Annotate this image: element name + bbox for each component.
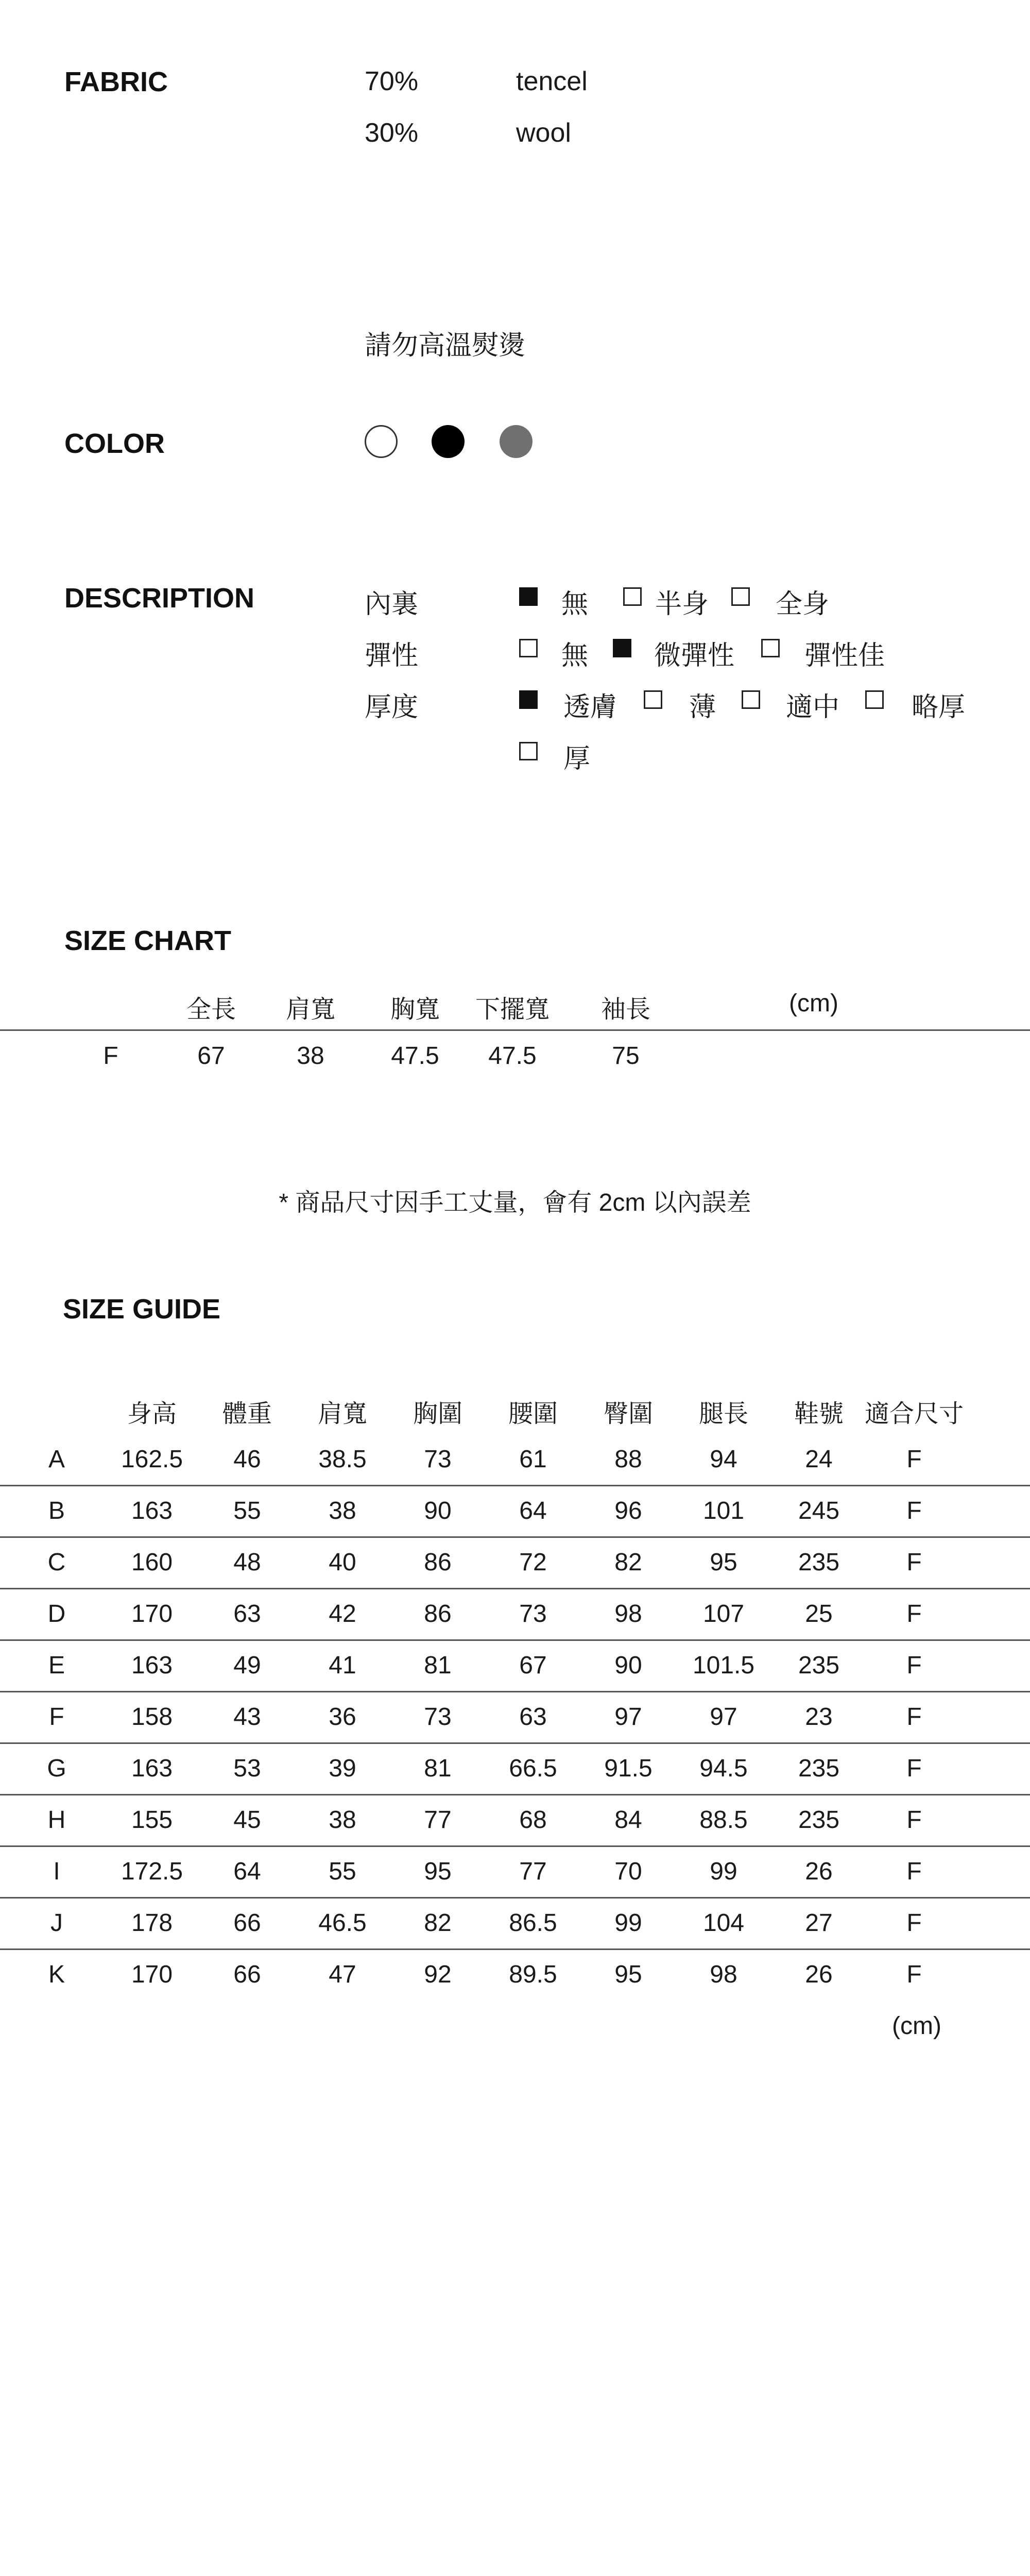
description-option: 薄 — [689, 692, 716, 722]
description-option: 適中 — [786, 692, 840, 722]
size-guide-cell: 101.5 — [692, 1652, 755, 1679]
size-guide-cell: 89.5 — [509, 1961, 557, 1988]
size-guide-cell: 23 — [805, 1703, 833, 1731]
divider — [0, 1948, 1030, 1950]
size-guide-cell: F — [906, 1549, 922, 1576]
description-option: 略厚 — [912, 692, 966, 722]
size-chart-cell: 67 — [197, 1042, 225, 1070]
size-guide-cell: 86 — [424, 1600, 452, 1628]
size-guide-cell: 81 — [424, 1755, 452, 1782]
size-guide-cell: 63 — [233, 1600, 261, 1628]
size-guide-cell: 26 — [805, 1858, 833, 1885]
size-guide-cell: 77 — [519, 1858, 547, 1885]
size-guide-cell: 55 — [233, 1497, 261, 1524]
size-chart-size: F — [103, 1042, 118, 1070]
size-guide-cell: F — [906, 1961, 922, 1988]
checkbox-checked-icon — [519, 587, 538, 606]
size-chart-cell: 47.5 — [488, 1042, 537, 1070]
checkbox-unchecked-icon — [865, 690, 884, 709]
size-guide-cell: 235 — [798, 1652, 840, 1679]
size-guide-cell: 53 — [233, 1755, 261, 1782]
size-guide-cell: F — [906, 1703, 922, 1731]
size-guide-cell: 61 — [519, 1446, 547, 1473]
care-instruction: 請勿高溫熨燙 — [365, 331, 526, 361]
color-swatch-white[interactable] — [365, 425, 398, 458]
size-guide-cell: 46.5 — [318, 1909, 367, 1937]
size-chart-unit: (cm) — [789, 990, 838, 1017]
size-guide-cell: 41 — [329, 1652, 356, 1679]
size-guide-cell: 101 — [702, 1497, 745, 1524]
size-guide-cell: 90 — [614, 1652, 642, 1679]
size-guide-cell: 43 — [233, 1703, 261, 1731]
size-guide-cell: 99 — [710, 1858, 737, 1885]
size-chart-cell: 47.5 — [391, 1042, 439, 1070]
size-guide-cell: 73 — [424, 1446, 452, 1473]
checkbox-checked-icon — [613, 639, 631, 657]
divider — [0, 1639, 1030, 1641]
size-guide-cell: 73 — [424, 1703, 452, 1731]
size-guide-cell: 90 — [424, 1497, 452, 1524]
size-guide-cell: F — [906, 1497, 922, 1524]
size-guide-header: 身高 — [127, 1400, 177, 1428]
description-label: 內裏 — [365, 589, 419, 619]
size-guide-cell: 82 — [424, 1909, 452, 1937]
size-guide-cell: 97 — [614, 1703, 642, 1731]
fabric-percent: 30% — [365, 118, 419, 148]
size-guide-cell: 95 — [710, 1549, 737, 1576]
size-guide-cell: 82 — [614, 1549, 642, 1576]
size-guide-cell: 73 — [519, 1600, 547, 1628]
size-guide-cell: 55 — [329, 1858, 356, 1885]
size-guide-cell: F — [906, 1858, 922, 1885]
size-guide-header: 肩寬 — [317, 1400, 367, 1428]
checkbox-unchecked-icon — [742, 690, 760, 709]
description-option: 微彈性 — [654, 641, 735, 671]
size-guide-cell: 107 — [702, 1600, 745, 1628]
size-chart-note: * 商品尺寸因手工丈量，會有 2cm 以內誤差 — [279, 1189, 751, 1216]
size-guide-header: 臀圍 — [603, 1400, 653, 1428]
color-swatch-gray[interactable] — [500, 425, 533, 458]
size-guide-cell: 94 — [710, 1446, 737, 1473]
size-guide-cell: 46 — [233, 1446, 261, 1473]
size-chart-header: 下擺寬 — [475, 996, 550, 1023]
size-guide-row-id: F — [49, 1703, 64, 1731]
size-guide-cell: 68 — [519, 1806, 547, 1834]
size-guide-row-id: E — [48, 1652, 65, 1679]
size-guide-cell: 24 — [805, 1446, 833, 1473]
size-guide-cell: 36 — [329, 1703, 356, 1731]
size-guide-row-id: D — [47, 1600, 66, 1628]
size-guide-cell: 66.5 — [509, 1755, 557, 1782]
fabric-material: tencel — [516, 66, 588, 96]
size-guide-cell: 170 — [131, 1600, 173, 1628]
size-guide-cell: 86.5 — [509, 1909, 557, 1937]
size-guide-cell: F — [906, 1652, 922, 1679]
size-guide-cell: 235 — [798, 1549, 840, 1576]
size-guide-cell: F — [906, 1755, 922, 1782]
description-option: 半身 — [655, 589, 709, 619]
color-heading: COLOR — [64, 428, 165, 459]
size-chart-heading: SIZE CHART — [64, 925, 231, 956]
description-option: 彈性佳 — [804, 641, 885, 671]
size-guide-row-id: I — [53, 1858, 60, 1885]
size-guide-cell: 95 — [614, 1961, 642, 1988]
size-guide-cell: 88.5 — [699, 1806, 748, 1834]
size-guide-cell: 163 — [131, 1652, 173, 1679]
description-option: 無 — [561, 641, 589, 671]
size-guide-cell: 170 — [131, 1961, 173, 1988]
size-guide-cell: F — [906, 1909, 922, 1937]
fabric-material: wool — [516, 118, 571, 148]
size-guide-cell: 63 — [519, 1703, 547, 1731]
size-guide-cell: 25 — [805, 1600, 833, 1628]
size-chart-cell: 75 — [612, 1042, 640, 1070]
description-option: 厚 — [563, 744, 591, 774]
size-guide-cell: 72 — [519, 1549, 547, 1576]
size-guide-row-id: C — [47, 1549, 66, 1576]
size-guide-cell: 38.5 — [318, 1446, 367, 1473]
divider — [0, 1897, 1030, 1899]
size-guide-cell: 88 — [614, 1446, 642, 1473]
size-guide-row-id: B — [48, 1497, 65, 1524]
size-guide-cell: 66 — [233, 1909, 261, 1937]
divider — [0, 1845, 1030, 1847]
size-guide-cell: 99 — [614, 1909, 642, 1937]
checkbox-unchecked-icon — [731, 587, 750, 606]
size-guide-cell: 235 — [798, 1806, 840, 1834]
size-guide-row-id: J — [50, 1909, 63, 1937]
size-guide-cell: 155 — [131, 1806, 173, 1834]
size-guide-cell: 86 — [424, 1549, 452, 1576]
divider — [0, 1588, 1030, 1589]
size-guide-header: 鞋號 — [794, 1400, 844, 1428]
checkbox-unchecked-icon — [623, 587, 642, 606]
checkbox-unchecked-icon — [519, 742, 538, 760]
size-guide-cell: 40 — [329, 1549, 356, 1576]
size-guide-cell: 81 — [424, 1652, 452, 1679]
size-guide-cell: 162.5 — [121, 1446, 183, 1473]
size-guide-cell: 96 — [614, 1497, 642, 1524]
checkbox-unchecked-icon — [519, 639, 538, 657]
divider — [0, 1536, 1030, 1538]
size-guide-header: 腿長 — [698, 1400, 748, 1428]
size-guide-cell: 66 — [233, 1961, 261, 1988]
size-guide-row-id: G — [47, 1755, 66, 1782]
size-chart-cell: 38 — [297, 1042, 324, 1070]
checkbox-unchecked-icon — [644, 690, 662, 709]
size-guide-cell: 45 — [233, 1806, 261, 1834]
size-guide-cell: 77 — [424, 1806, 452, 1834]
size-guide-cell: F — [906, 1446, 922, 1473]
size-guide-cell: 38 — [329, 1497, 356, 1524]
size-guide-cell: 92 — [424, 1961, 452, 1988]
size-guide-cell: 70 — [614, 1858, 642, 1885]
size-chart-header: 全長 — [186, 996, 236, 1023]
size-guide-cell: 158 — [131, 1703, 173, 1731]
divider — [0, 1742, 1030, 1744]
size-guide-cell: 178 — [131, 1909, 173, 1937]
size-guide-cell: 64 — [519, 1497, 547, 1524]
size-guide-cell: 48 — [233, 1549, 261, 1576]
fabric-heading: FABRIC — [64, 66, 168, 97]
size-guide-cell: 64 — [233, 1858, 261, 1885]
size-guide-cell: 94.5 — [699, 1755, 748, 1782]
description-label: 厚度 — [365, 692, 419, 722]
size-guide-header: 適合尺寸 — [864, 1400, 964, 1428]
size-guide-cell: 84 — [614, 1806, 642, 1834]
size-guide-cell: 235 — [798, 1755, 840, 1782]
size-guide-cell: 163 — [131, 1497, 173, 1524]
fabric-percent: 70% — [365, 66, 419, 96]
size-guide-cell: 42 — [329, 1600, 356, 1628]
size-guide-cell: 97 — [710, 1703, 737, 1731]
size-guide-cell: 91.5 — [604, 1755, 653, 1782]
size-chart-header: 胸寬 — [390, 996, 440, 1023]
size-guide-cell: 95 — [424, 1858, 452, 1885]
size-guide-cell: 26 — [805, 1961, 833, 1988]
divider — [0, 1485, 1030, 1486]
divider — [0, 1794, 1030, 1795]
size-guide-cell: 160 — [131, 1549, 173, 1576]
size-guide-cell: 27 — [805, 1909, 833, 1937]
size-guide-row-id: H — [47, 1806, 66, 1834]
size-guide-row-id: A — [48, 1446, 65, 1473]
size-guide-unit: (cm) — [892, 2012, 941, 2040]
size-guide-cell: F — [906, 1806, 922, 1834]
size-guide-cell: 172.5 — [121, 1858, 183, 1885]
checkbox-unchecked-icon — [761, 639, 780, 657]
size-guide-row-id: K — [48, 1961, 65, 1988]
size-guide-cell: 104 — [702, 1909, 745, 1937]
size-guide-heading: SIZE GUIDE — [63, 1294, 221, 1325]
size-chart-header: 肩寬 — [285, 996, 335, 1023]
size-guide-cell: 163 — [131, 1755, 173, 1782]
description-label: 彈性 — [365, 641, 419, 671]
size-guide-cell: F — [906, 1600, 922, 1628]
size-guide-header: 腰圍 — [508, 1400, 558, 1428]
size-guide-cell: 38 — [329, 1806, 356, 1834]
size-guide-cell: 39 — [329, 1755, 356, 1782]
description-heading: DESCRIPTION — [64, 583, 255, 614]
size-guide-cell: 67 — [519, 1652, 547, 1679]
checkbox-checked-icon — [519, 690, 538, 709]
divider — [0, 1029, 1030, 1031]
size-chart-header: 袖長 — [600, 996, 650, 1023]
size-guide-header: 體重 — [222, 1400, 272, 1428]
size-guide-cell: 245 — [798, 1497, 840, 1524]
size-guide-cell: 47 — [329, 1961, 356, 1988]
description-option: 全身 — [776, 589, 830, 619]
color-swatch-black[interactable] — [432, 425, 465, 458]
description-option: 透膚 — [563, 692, 617, 722]
size-guide-cell: 49 — [233, 1652, 261, 1679]
size-guide-cell: 98 — [710, 1961, 737, 1988]
size-guide-cell: 98 — [614, 1600, 642, 1628]
description-option: 無 — [561, 589, 589, 619]
size-guide-header: 胸圍 — [413, 1400, 462, 1428]
divider — [0, 1691, 1030, 1692]
